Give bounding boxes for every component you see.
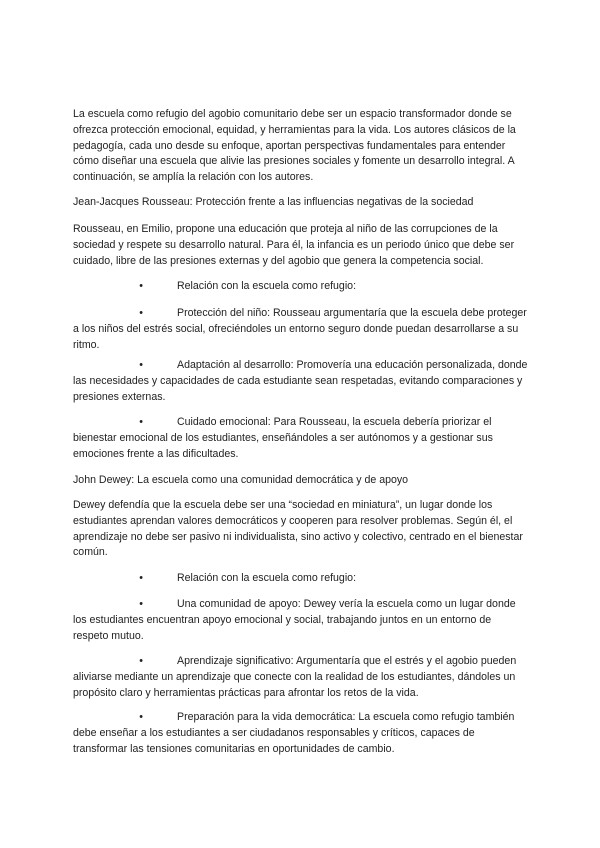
- bullet-glyph: •: [139, 598, 143, 610]
- relation-label-rousseau: • Relación con la escuela como refugio:: [73, 279, 528, 295]
- intro-paragraph: La escuela como refugio del agobio comunitario debe ser un espacio transformador donde se ofrezca protección emocional, equidad, y herramientas para la vida. Los autores clásicos de la pedagogía, cada uno desde su enfoque, aportan perspectivas fundamentales para entender cómo diseñar una escuela que alivie las presiones sociales y fomente un desarrollo integral. A continuación, se amplía la relación con los autores.: [73, 108, 516, 184]
- bullet-glyph: •: [139, 307, 143, 319]
- bullet-glyph: •: [139, 711, 143, 723]
- bullet-glyph: •: [139, 280, 143, 292]
- section-paragraph-dewey: Dewey defendía que la escuela debe ser una “sociedad en miniatura”, un lugar donde los estudiantes aprendan valores democráticos y cooperen para resolver problemas. Según él, el aprendizaje no debe ser pasivo ni individualista, sino activo y colectivo, centrado en el bienestar común.: [73, 499, 523, 559]
- bullet-glyph: •: [139, 359, 143, 371]
- bullet-item-dewey-3: • Preparación para la vida democrática: La escuela como refugio también debe enseñar a los estudiantes a ser ciudadanos responsables y críticos, capaces de transformar las tensiones comunitarias en oportunidades de cambio.: [73, 711, 515, 755]
- bullet-glyph: •: [139, 416, 143, 428]
- bullet-item-rousseau-1: • Protección del niño: Rousseau argumentaría que la escuela debe proteger a los niños del estrés social, ofreciéndoles un entorno seguro donde puedan desarrollarse a su ritmo.: [73, 307, 527, 351]
- bullet-item-dewey-2: • Aprendizaje significativo: Argumentaría que el estrés y el agobio pueden aliviarse mediante un aprendizaje que conecte con la realidad de los estudiantes, dándoles un propósito claro y herramientas prácticas para afrontar los retos de la vida.: [73, 655, 517, 699]
- bullet-item-rousseau-2: • Adaptación al desarrollo: Promovería una educación personalizada, donde las necesidades y capacidades de cada estudiante sean respetadas, evitando comparaciones y presiones externas.: [73, 359, 528, 403]
- section-heading-dewey: John Dewey: La escuela como una comunidad democrática y de apoyo: [73, 474, 409, 486]
- section-paragraph-rousseau: Rousseau, en Emilio, propone una educación que proteja al niño de las corrupciones de la sociedad y respete su desarrollo natural. Para él, la infancia es un periodo único que debe ser cuidado, libre de las presiones externas y del agobio que genera la competencia social.: [73, 223, 515, 267]
- bullet-item-dewey-1: • Una comunidad de apoyo: Dewey vería la escuela como un lugar donde los estudiantes encuentran apoyo emocional y social, trabajando juntos en un entorno de respeto mutuo.: [73, 598, 516, 642]
- relation-label-dewey: • Relación con la escuela como refugio:: [73, 571, 528, 587]
- bullet-item-rousseau-3: • Cuidado emocional: Para Rousseau, la escuela debería priorizar el bienestar emocional de los estudiantes, enseñándoles a ser autónomos y a gestionar sus emociones frente a las dificultades.: [73, 416, 493, 460]
- bullet-glyph: •: [139, 655, 143, 667]
- section-heading-rousseau: Jean-Jacques Rousseau: Protección frente a las influencias negativas de la sociedad: [73, 196, 474, 208]
- bullet-glyph: •: [139, 572, 143, 584]
